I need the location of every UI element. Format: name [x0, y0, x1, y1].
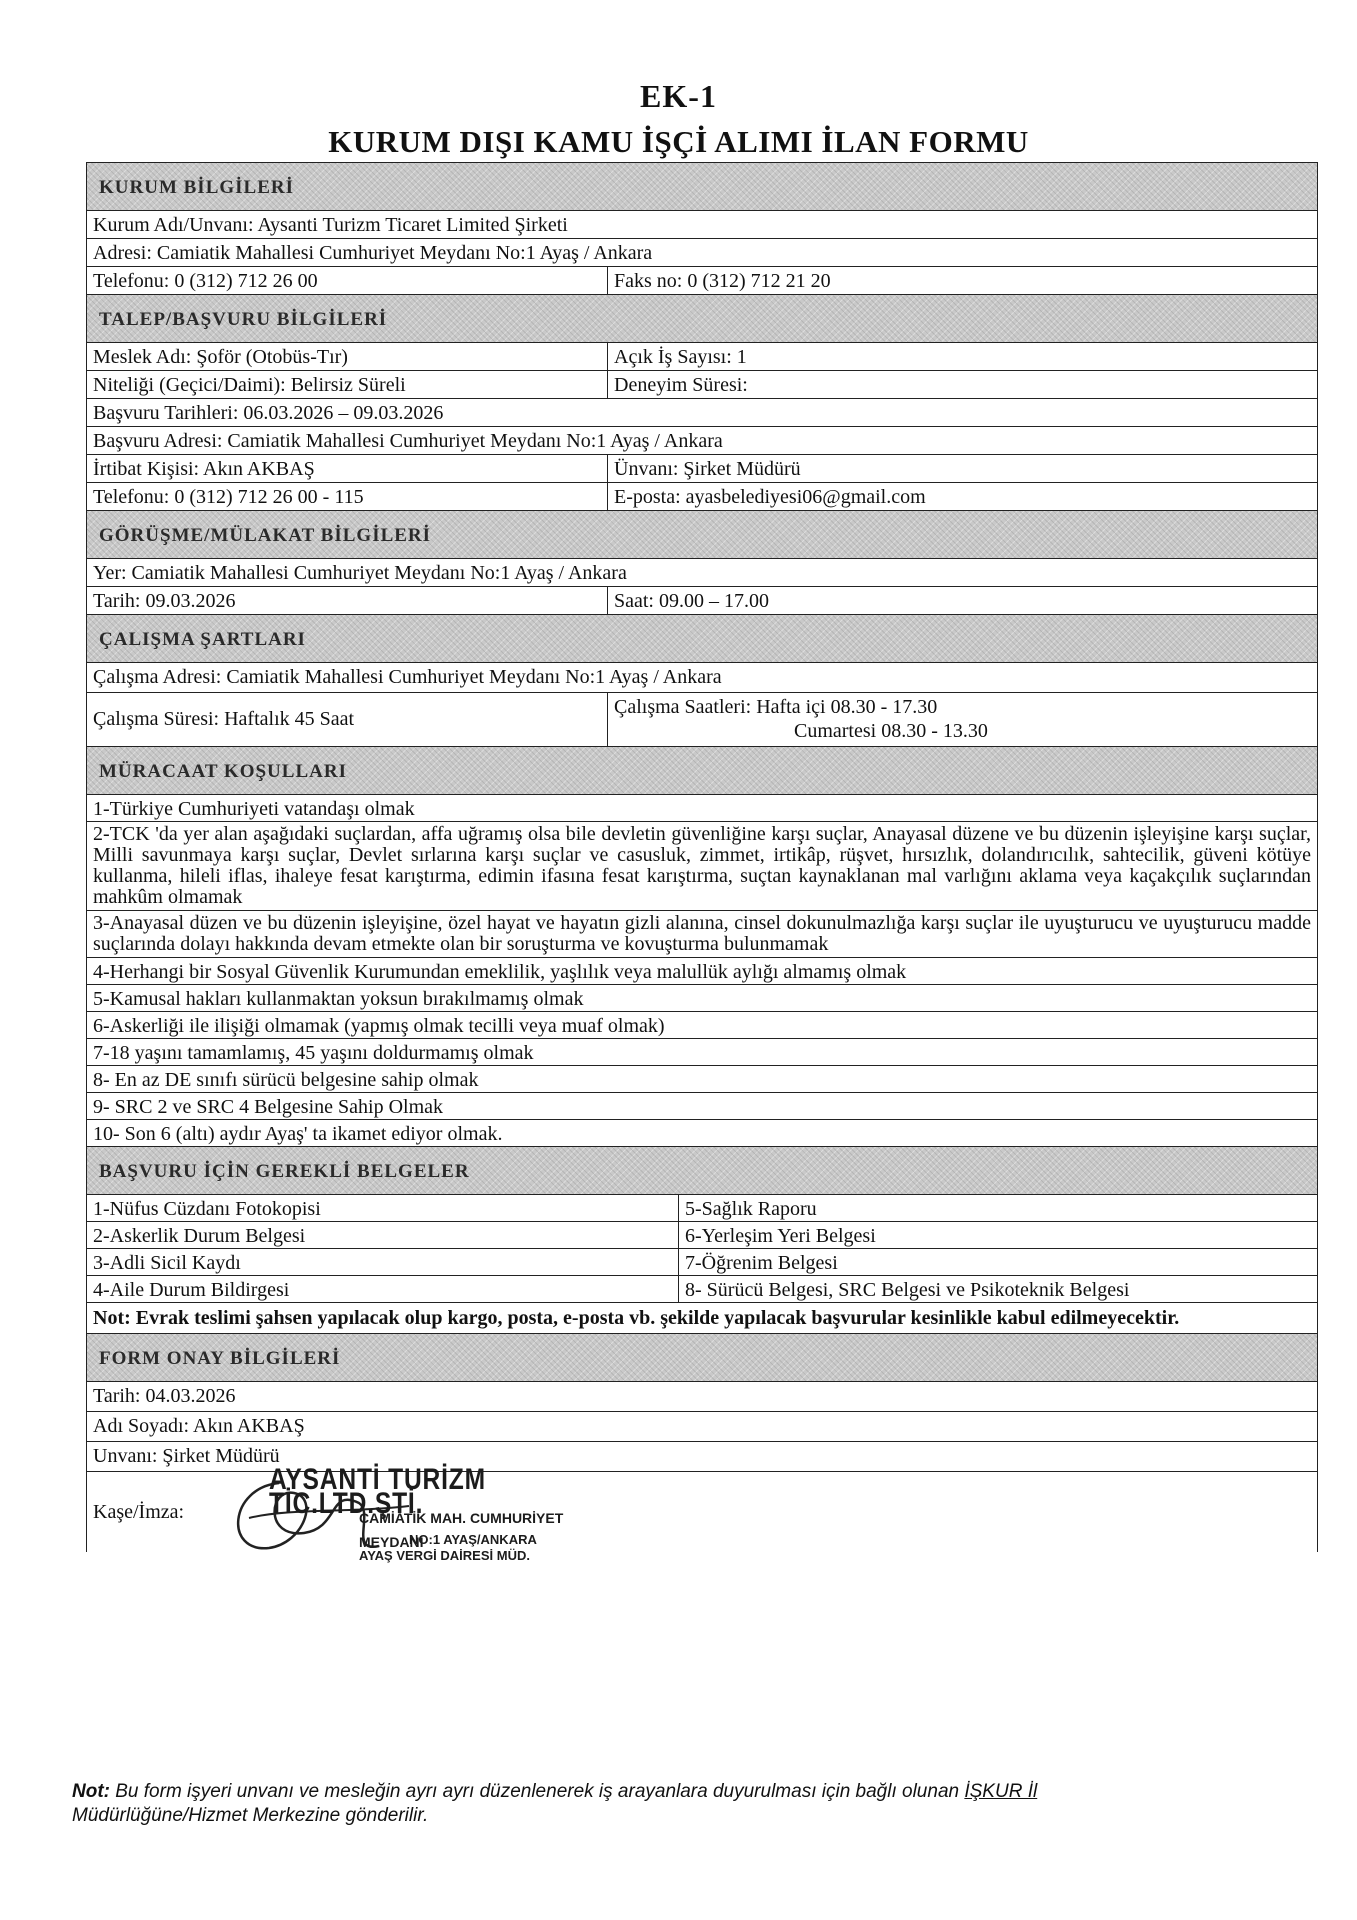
belge-row	[87, 1195, 1317, 1222]
muracaat-item-9: 9- SRC 2 ve SRC 4 Belgesine Sahip Olmak	[93, 1096, 443, 1118]
stamp-city: NO:1 AYAŞ/ANKARA	[409, 1532, 537, 1547]
calisma-adres: Çalışma Adresi: Camiatik Mahallesi Cumhuriyet Meydanı No:1 Ayaş / Ankara	[93, 666, 722, 688]
muracaat-item-10: 10- Son 6 (altı) aydır Ayaş' ta ikamet ediyor olmak.	[93, 1123, 503, 1145]
form-title: KURUM DIŞI KAMU İŞÇİ ALIMI İLAN FORMU	[328, 124, 1029, 159]
kase-imza-label: Kaşe/İmza:	[93, 1501, 185, 1523]
muracaat-item-1: 1-Türkiye Cumhuriyeti vatandaşı olmak	[93, 798, 415, 820]
belge-note: Not: Evrak teslimi şahsen yapılacak olup kargo, posta, e-posta vb. şekilde yapılacak başvurular kesinlikle kabul edilmeyecektir.	[87, 1303, 1317, 1334]
muracaat-item-8: 8- En az DE sınıfı sürücü belgesine sahip olmak	[93, 1069, 479, 1091]
muracaat-item	[87, 1093, 1317, 1120]
muracaat-item	[87, 985, 1317, 1012]
muracaat-item	[87, 1120, 1317, 1147]
meslek-adi: Meslek Adı: Şoför (Otobüs-Tır)	[87, 343, 608, 370]
muracaat-item	[87, 1012, 1317, 1039]
nitelik: Niteliği (Geçici/Daimi): Belirsiz Süreli	[87, 371, 608, 398]
onay-unvan: Unvanı: Şirket Müdürü	[93, 1445, 280, 1467]
muracaat-item-7: 7-18 yaşını tamamlamış, 45 yaşını doldurmamış olmak	[93, 1042, 534, 1064]
belge-4: 4-Aile Durum Bildirgesi	[87, 1276, 679, 1302]
belge-6: 6-Yerleşim Yeri Belgesi	[685, 1225, 876, 1247]
row-kurum-adres	[87, 239, 1317, 267]
footer-text-b: Müdürlüğüne/Hizmet Merkezine gönderilir.	[72, 1805, 429, 1826]
ilan-form	[86, 162, 1318, 1563]
row-kurum-ad	[87, 211, 1317, 239]
section-talep: TALEP/BAŞVURU BİLGİLERİ	[87, 295, 1317, 343]
row-gorusme-zaman	[87, 587, 1317, 615]
onay-ad: Adı Soyadı: Akın AKBAŞ	[93, 1415, 305, 1437]
section-kurum: KURUM BİLGİLERİ	[87, 163, 1317, 211]
belge-row	[87, 1249, 1317, 1276]
row-calisma-sure	[87, 693, 1317, 747]
row-kurum-iletisim	[87, 267, 1317, 295]
row-basvuru-tarihleri	[87, 399, 1317, 427]
basvuru-tarihleri: Başvuru Tarihleri: 06.03.2026 – 09.03.2026	[93, 402, 444, 424]
section-onay: FORM ONAY BİLGİLERİ	[87, 1334, 1317, 1382]
kurum-faks: Faks no: 0 (312) 712 21 20	[614, 270, 831, 292]
belge-1: 1-Nüfus Cüzdanı Fotokopisi	[87, 1195, 679, 1221]
row-onay-tarih	[87, 1382, 1317, 1412]
calisma-saatleri-cumartesi: Cumartesi 08.30 - 13.30	[794, 720, 988, 742]
calisma-saatleri-hafta-ici: Çalışma Saatleri: Hafta içi 08.30 - 17.30	[614, 696, 938, 718]
talep-telefon: Telefonu: 0 (312) 712 26 00 - 115	[87, 483, 608, 510]
muracaat-item	[87, 822, 1317, 911]
kurum-ad: Kurum Adı/Unvanı: Aysanti Turizm Ticaret Limited Şirketi	[93, 214, 568, 236]
deneyim-suresi: Deneyim Süresi:	[614, 374, 748, 396]
muracaat-item	[87, 1066, 1317, 1093]
section-belgeler: BAŞVURU İÇİN GEREKLİ BELGELER	[87, 1147, 1317, 1195]
muracaat-item	[87, 795, 1317, 822]
belge-3: 3-Adli Sicil Kaydı	[87, 1249, 679, 1275]
footer-note	[72, 1780, 1304, 1828]
row-onay-ad	[87, 1412, 1317, 1442]
gorusme-saat: Saat: 09.00 – 17.00	[614, 590, 769, 612]
annex-label: EK-1	[640, 78, 717, 114]
muracaat-item-6: 6-Askerliği ile ilişiği olmamak (yapmış olmak tecilli veya muaf olmak)	[93, 1015, 665, 1037]
row-calisma-adres	[87, 663, 1317, 693]
muracaat-item	[87, 911, 1317, 958]
belge-5: 5-Sağlık Raporu	[685, 1198, 817, 1220]
stamp-company-name: AYSANTİ TURİZM TİC.LTD.ŞTİ.	[269, 1463, 486, 1520]
kurum-adres: Adresi: Camiatik Mahallesi Cumhuriyet Meydanı No:1 Ayaş / Ankara	[93, 242, 653, 264]
footer-text-a: Bu form işyeri unvanı ve mesleğin ayrı ayrı düzenlenerek iş arayanlara duyurulması için bağlı olunan	[109, 1781, 965, 1802]
footer-label: Not:	[72, 1781, 110, 1802]
belge-8: 8- Sürücü Belgesi, SRC Belgesi ve Psikoteknik Belgesi	[685, 1279, 1130, 1301]
row-talep-iletisim	[87, 483, 1317, 511]
calisma-suresi: Çalışma Süresi: Haftalık 45 Saat	[87, 693, 608, 746]
section-calisma: ÇALIŞMA ŞARTLARI	[87, 615, 1317, 663]
row-irtibat	[87, 455, 1317, 483]
row-basvuru-adresi	[87, 427, 1317, 455]
muracaat-item-4: 4-Herhangi bir Sosyal Güvenlik Kurumundan emeklilik, yaşlılık veya malullük aylığı almamış olmak	[93, 961, 907, 983]
muracaat-item-2: 2-TCK 'da yer alan aşağıdaki suçlardan, affa uğramış olsa bile devletin güvenliğine karşı suçlar, Anayasal düzene ve bu düzenin işleyişine karşı suçlar, Milli savunmaya karşı suçlar, Devlet sırlarına karşı suçlar ve casusluk, zimmet, irtikâp, rüşvet, hırsızlık, dolandırıcılık, sahtecilik, güveni kötüye kullanma, hileli iflas, ihaleye fesat karıştırma, edimin ifasına fesat karıştırma, suçtan kaynaklanan mal varlığını aklama veya kaçakçılık suçlarından mahkûm olmamak	[93, 823, 1311, 908]
stamp-tax-office: AYAŞ VERGİ DAİRESİ MÜD.	[359, 1548, 530, 1563]
stamp-address: CAMİATİK MAH. CUMHURİYET MEYDANI	[359, 1510, 564, 1550]
section-muracaat: MÜRACAAT KOŞULLARI	[87, 747, 1317, 795]
section-gorusme: GÖRÜŞME/MÜLAKAT BİLGİLERİ	[87, 511, 1317, 559]
footer-iskur: İŞKUR İl	[964, 1781, 1038, 1802]
irtibat-kisisi: İrtibat Kişisi: Akın AKBAŞ	[87, 455, 608, 482]
belge-row	[87, 1222, 1317, 1249]
company-stamp	[209, 1458, 629, 1568]
row-nitelik	[87, 371, 1317, 399]
row-meslek	[87, 343, 1317, 371]
muracaat-item	[87, 1039, 1317, 1066]
kurum-telefon: Telefonu: 0 (312) 712 26 00	[87, 267, 608, 294]
belge-2: 2-Askerlik Durum Belgesi	[87, 1222, 679, 1248]
belge-row	[87, 1276, 1317, 1303]
talep-eposta: E-posta: ayasbelediyesi06@gmail.com	[614, 486, 926, 508]
irtibat-unvan: Ünvanı: Şirket Müdürü	[614, 458, 801, 480]
acik-is-sayisi: Açık İş Sayısı: 1	[614, 346, 747, 368]
gorusme-tarih: Tarih: 09.03.2026	[87, 587, 608, 614]
row-gorusme-yer	[87, 559, 1317, 587]
belge-7: 7-Öğrenim Belgesi	[685, 1252, 838, 1274]
basvuru-adresi: Başvuru Adresi: Camiatik Mahallesi Cumhuriyet Meydanı No:1 Ayaş / Ankara	[93, 430, 723, 452]
onay-tarih: Tarih: 04.03.2026	[93, 1385, 236, 1407]
row-kase-imza	[87, 1463, 1317, 1563]
muracaat-item-5: 5-Kamusal hakları kullanmaktan yoksun bırakılmamış olmak	[93, 988, 584, 1010]
gorusme-yer: Yer: Camiatik Mahallesi Cumhuriyet Meydanı No:1 Ayaş / Ankara	[93, 562, 627, 584]
calisma-saatleri	[608, 693, 1317, 746]
muracaat-item	[87, 958, 1317, 985]
muracaat-item-3: 3-Anayasal düzen ve bu düzenin işleyişine, özel hayat ve hayatın gizli alanına, cinsel dokunulmazlığa karşı suçlar ile uyuşturucu ve uyuşturucu madde suçlarında dolayı hakkında devam etmekte olan bir soruşturma ve kovuşturma bulunmamak	[93, 912, 1311, 955]
